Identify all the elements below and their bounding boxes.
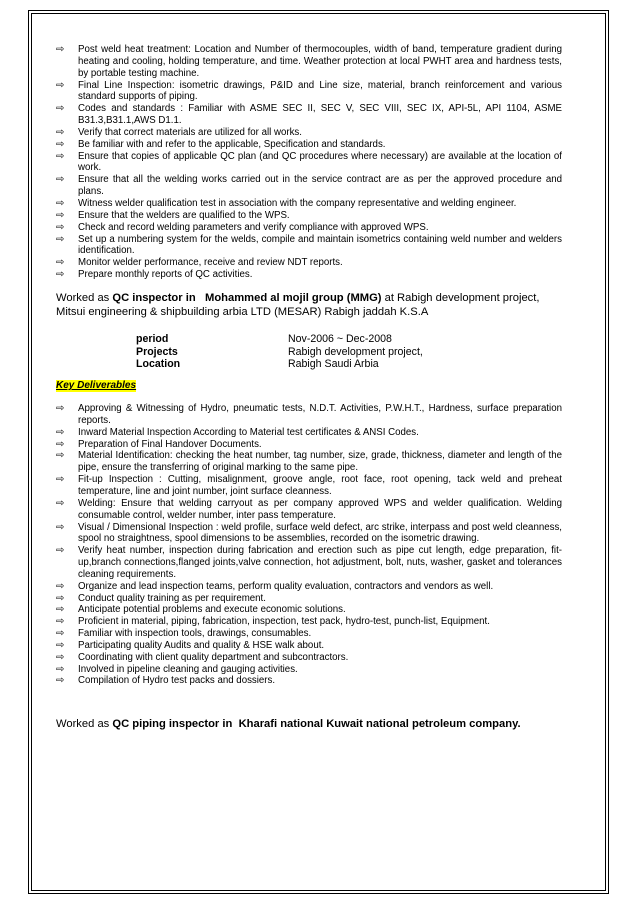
bullet-text: Coordinating with client quality department and subcontractors. [78,651,349,663]
bullet-text: Codes and standards : Familiar with ASME SEC II, SEC V, SEC VIII, SEC IX, API-5L, API 1104, ASME B31.3,B31.1,AWS D1.1. [78,103,562,127]
job-1-company: Mohammed al mojil group (MMG) [205,291,382,304]
bullet-text: Post weld heat treatment: Location and Number of thermocouples, width of band, temperature gradient during heating and cooling, holding temperature, and time. Weather protection at local PWHT area and hardness tests, by portable testing machine. [78,44,562,79]
outline-right-arrow-icon: ⇨ [56,628,65,640]
job-1-info [136,333,562,370]
bullet-text: Monitor welder performance, receive and review NDT reports. [78,257,343,269]
bullet-item [56,139,562,151]
job-2-role: QC piping inspector in [112,718,233,731]
resume-content [56,44,562,732]
info-value: Rabigh Saudi Arbia [288,357,379,370]
job-1-role: QC inspector in [112,291,196,304]
bullet-text: Ensure that the welders are qualified to the WPS. [78,209,290,221]
outline-right-arrow-icon: ⇨ [56,604,65,616]
bullet-item [56,616,562,628]
bullet-text: Participating quality Audits and quality & HSE walk about. [78,639,325,651]
bullet-text: Verify heat number, inspection during fabrication and erection such as pipe cut length, edge preparation, fit-up,branch connections,flanged joints,valve connection, hot adjustment, bolt, nuts, washer, gasket and tolerances cleaning requirements. [78,545,562,580]
job-1-heading [56,291,562,320]
info-key: Location [136,357,181,370]
outline-right-arrow-icon: ⇨ [56,209,65,221]
key-deliverables-heading: Key Deliverables [56,380,137,392]
outline-right-arrow-icon: ⇨ [56,150,65,162]
outline-right-arrow-icon: ⇨ [56,592,65,604]
bullet-item [56,222,562,234]
bullet-item [56,44,562,80]
info-row-period [136,333,562,345]
bullet-item [56,427,562,439]
bullet-item [56,652,562,664]
responsibilities-list [56,44,562,281]
bullet-text: Ensure that all the welding works carried out in the service contract are as per the approved procedure and plans. [78,174,562,198]
info-key: Projects [136,345,178,358]
bullet-item [56,234,562,258]
bullet-item [56,545,562,581]
bullet-item [56,174,562,198]
bullet-text: Organize and lead inspection teams, perform quality evaluation, contractors and vendors as well. [78,580,494,592]
bullet-text: Set up a numbering system for the welds, compile and maintain isometrics containing weld number and welders identification. [78,233,562,257]
info-key: period [136,333,169,346]
outline-right-arrow-icon: ⇨ [56,663,65,675]
outline-right-arrow-icon: ⇨ [56,639,65,651]
outline-right-arrow-icon: ⇨ [56,450,65,462]
bullet-item [56,522,562,546]
job-1-sep [196,292,205,304]
outline-right-arrow-icon: ⇨ [56,426,65,438]
outline-right-arrow-icon: ⇨ [56,651,65,663]
bullet-text: Proficient in material, piping, fabrication, inspection, test pack, hydro-test, punch-list, Equipment. [78,616,490,628]
bullet-item [56,664,562,676]
bullet-item [56,151,562,175]
outline-right-arrow-icon: ⇨ [56,138,65,150]
job-2-prefix: Worked as [56,718,113,731]
bullet-item [56,103,562,127]
bullet-item [56,675,562,687]
bullet-text: Ensure that copies of applicable QC plan (and QC procedures where necessary) are available at the location of work. [78,150,562,174]
job-2-company: Kharafi national Kuwait national petroleum company. [238,718,521,731]
bullet-item [56,210,562,222]
bullet-text: Anticipate potential problems and execute economic solutions. [78,604,346,616]
bullet-item [56,257,562,269]
bullet-text: Witness welder qualification test in association with the company representative and welding engineer. [78,197,517,209]
job-1-details: at Rabigh development project, Mitsui engineering & shipbuilding arbia LTD (MESAR) Rabigh jaddah K.S.A [56,291,540,319]
bullet-text: Visual / Dimensional Inspection : weld profile, surface weld defect, arc strike, interpass and post weld cleanness, spool no straightness, spool dimensions to be assemblies, recorded on the isometric drawing. [78,521,562,545]
bullet-text: Be familiar with and refer to the applicable, Specification and standards. [78,138,386,150]
bullet-text: Welding: Ensure that welding carryout as per company approved WPS and welder qualification. Welding consumable control, welder number, inter pass temperature. [78,497,562,521]
outline-right-arrow-icon: ⇨ [56,580,65,592]
bullet-item [56,498,562,522]
bullet-item [56,269,562,281]
bullet-item [56,640,562,652]
outline-right-arrow-icon: ⇨ [56,79,65,91]
bullet-text: Check and record welding parameters and verify compliance with approved WPS. [78,221,429,233]
job-1-prefix: Worked as [56,291,113,304]
bullet-text: Final Line Inspection: isometric drawings, P&ID and Line size, material, branch reinforcement and various standard supports of piping. [78,79,562,103]
bullet-text: Involved in pipeline cleaning and gauging activities. [78,663,298,675]
outline-right-arrow-icon: ⇨ [56,497,65,509]
info-row-projects [136,346,562,358]
info-value: Rabigh development project, [288,345,423,358]
bullet-item [56,80,562,104]
bullet-item [56,198,562,210]
info-value: Nov-2006 ~ Dec-2008 [288,333,392,346]
outline-right-arrow-icon: ⇨ [56,269,65,281]
bullet-item [56,628,562,640]
job-2-heading [56,717,562,731]
info-row-location [136,358,562,370]
outline-right-arrow-icon: ⇨ [56,126,65,138]
outline-right-arrow-icon: ⇨ [56,474,65,486]
bullet-item [56,450,562,474]
outline-right-arrow-icon: ⇨ [56,438,65,450]
bullet-text: Preparation of Final Handover Documents. [78,438,262,450]
bullet-text: Compilation of Hydro test packs and dossiers. [78,675,276,687]
bullet-text: Conduct quality training as per requirement. [78,592,266,604]
outline-right-arrow-icon: ⇨ [56,197,65,209]
outline-right-arrow-icon: ⇨ [56,233,65,245]
bullet-item [56,593,562,605]
bullet-text: Prepare monthly reports of QC activities. [78,269,253,281]
outline-right-arrow-icon: ⇨ [56,174,65,186]
outline-right-arrow-icon: ⇨ [56,103,65,115]
bullet-text: Familiar with inspection tools, drawings, consumables. [78,628,312,640]
bullet-item [56,474,562,498]
outline-right-arrow-icon: ⇨ [56,521,65,533]
outline-right-arrow-icon: ⇨ [56,616,65,628]
outline-right-arrow-icon: ⇨ [56,403,65,415]
bullet-text: Verify that correct materials are utilized for all works. [78,126,302,138]
outline-right-arrow-icon: ⇨ [56,257,65,269]
outline-right-arrow-icon: ⇨ [56,221,65,233]
bullet-text: Inward Material Inspection According to Material test certificates & ANSI Codes. [78,426,419,438]
bullet-item [56,127,562,139]
bullet-item [56,604,562,616]
outline-right-arrow-icon: ⇨ [56,675,65,687]
bullet-item [56,439,562,451]
bullet-item [56,581,562,593]
bullet-item [56,403,562,427]
outline-right-arrow-icon: ⇨ [56,44,65,55]
bullet-text: Fit-up Inspection : Cutting, misalignment, groove angle, root face, root opening, tack weld and preheat temperature, line and joint number, joint surface cleanness. [78,474,562,497]
outline-right-arrow-icon: ⇨ [56,545,65,557]
bullet-text: Material Identification: checking the heat number, tag number, size, grade, thickness, diameter and length of the pipe, ensure the transferring of original marking to the same pipe. [78,450,562,474]
key-deliverables-list [56,403,562,687]
bullet-text: Approving & Witnessing of Hydro, pneumatic tests, N.D.T. Activities, P.W.H.T., Hardness, surface preparation reports. [78,403,562,426]
